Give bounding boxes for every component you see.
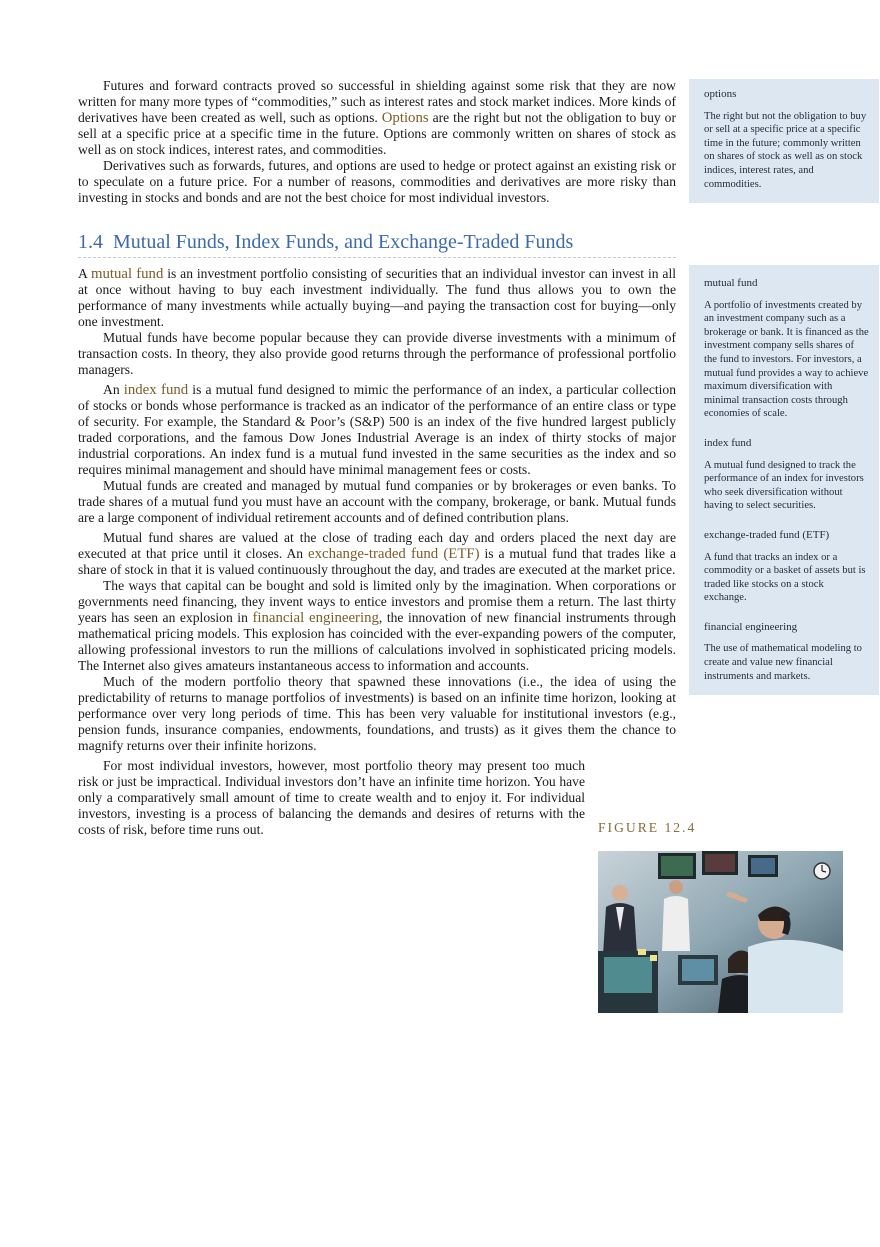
figure-caption: FIGURE 12.4 <box>598 820 697 835</box>
paragraph-derivatives: Derivatives such as forwards, futures, and options are used to hedge or protect against an existing risk or to speculate on a future price. For a number of reasons, commodities and derivatives are more risky than investing in stocks and bonds and are not the best choice for most individual investors. <box>78 158 676 205</box>
term-index-fund: index fund <box>123 382 189 398</box>
paragraph-fund-companies: Mutual funds are created and managed by mutual fund companies or by brokerages or even banks. To trade shares of a mutual fund you must have an account with the company, brokerage, or bank. Mutual funds are a large component of individual retirement accounts and of defined contribution plans. <box>78 478 676 525</box>
margin-term-financial-engineering: financial engineering <box>704 620 798 633</box>
margin-term-index-fund: index fund <box>704 436 752 449</box>
margin-term-etf: exchange-traded fund (ETF) <box>704 528 830 541</box>
margin-definition: The right but not the obligation to buy or sell at a specific price at a specific time in the future; commonly written on shares of stock as well as on stock indices, interest rates, and commodities. <box>704 110 867 190</box>
paragraph-etf: Mutual fund shares are valued at the close of trading each day and orders placed the next day are executed at that price until it closes. An exchange-traded fund (ETF) is a mutual fund that trades like a share of stock in that it is valued continuously throughout the day, and trades are executed at the market price. <box>78 530 676 577</box>
margin-glossary <box>689 265 879 695</box>
trading-floor-photo <box>598 851 843 1013</box>
paragraph-mutual-fund: A mutual fund is an investment portfolio consisting of securities that an individual investor can invest in all at once without having to buy each investment individually. The fund thus allows you to own the performance of many investments while actually buying—and paying the transaction cost for buying—only one investment. <box>78 266 676 329</box>
margin-definition-financial-engineering: The use of mathematical modeling to create and value new financial instruments and markets. <box>704 643 862 682</box>
section-number: 1.4 <box>78 231 103 253</box>
term-financial-engineering: financial engineering <box>252 610 379 626</box>
section-title: Mutual Funds, Index Funds, and Exchange-Traded Funds <box>113 231 574 253</box>
paragraph-financial-engineering: The ways that capital can be bought and sold is limited only by the imagination. When corporations or governments need financing, they invent ways to entice investors and promise them a return. The last thirty years has seen an explosion in financial engineering, the innovation of new financial instruments through mathematical pricing models. This explosion has coincided with the ever-expanding powers of the computer, allowing professional investors to run the millions of calculations involved in sophisticated pricing models. The Internet also gives amateurs instantaneous access to information and accounts. <box>78 578 677 673</box>
section-heading <box>78 230 676 258</box>
paragraph-popularity: Mutual funds have become popular because they can provide diverse investments with a minimum of transaction costs. In theory, they also provide good returns through the performance of professional portfolio managers. <box>78 330 676 377</box>
margin-note-options <box>689 79 879 203</box>
paragraph-individual-investors: For most individual investors, however, most portfolio theory may present too much risk or just be impractical. Individual investors don’t have an infinite time horizon. You have only a comparatively small amount of time to create wealth and to enjoy it. For individual investors, investing is a process of balancing the demands and desires of returns with the costs of risk, before time runs out. <box>78 758 585 837</box>
term-etf: exchange-traded fund (ETF) <box>308 546 480 562</box>
term-options: Options <box>381 110 429 126</box>
margin-definition-etf: A fund that tracks an index or a commodity or a basket of assets but is traded like stocks on a stock exchange. <box>704 551 866 604</box>
main-text-column <box>78 78 676 838</box>
term-mutual-fund: mutual fund <box>90 266 164 282</box>
margin-definition-mutual-fund: A portfolio of investments created by an investment company such as a brokerage or bank. It is financed as the investment company sells shares of the fund to investors. For investors, a mutual fund provides a way to achieve maximum diversification with minimal transaction costs through economies of scale. <box>704 299 869 420</box>
margin-term: options <box>704 88 737 100</box>
margin-term-mutual-fund: mutual fund <box>704 277 758 289</box>
paragraph-futures: Futures and forward contracts proved so successful in shielding against some risk that they are now written for many more types of “commodities,” such as interest rates and stock market indices. More kinds of derivatives have been created as well, such as options. Options are the right but not the obligation to buy or sell at a specific price at a specific time in the future. Options are commonly written on shares of stock as well as on stock indices, interest rates, and commodities. <box>78 78 676 157</box>
paragraph-portfolio-theory: Much of the modern portfolio theory that spawned these innovations (i.e., the idea of using the predictability of returns to manage portfolios of investments) is based on an infinite time horizon, looking at performance over very long periods of time. This has been very valuable for institutional investors (e.g., pension funds, insurance companies, endowments, foundations, and trusts) as it gives them the chance to magnify returns over their infinite horizons. <box>78 674 676 753</box>
margin-definition-index-fund: A mutual fund designed to track the performance of an index for investors who seek diversification without having to select securities. <box>704 459 864 512</box>
photo-illustration <box>598 851 843 1013</box>
paragraph-index-fund: An index fund is a mutual fund designed to mimic the performance of an index, a particular collection of stocks or bonds whose performance is tracked as an indicator of the performance of an entire class or type of security. For example, the Standard & Poor’s (S&P) 500 is an index of the five hundred largest publicly traded corporations, and the famous Dow Jones Industrial Average is an index of thirty stocks of major industrial corporations. An index fund is a mutual fund invested in the same securities as the index and so requires minimal management and should have minimal management fees or costs. <box>78 382 677 477</box>
